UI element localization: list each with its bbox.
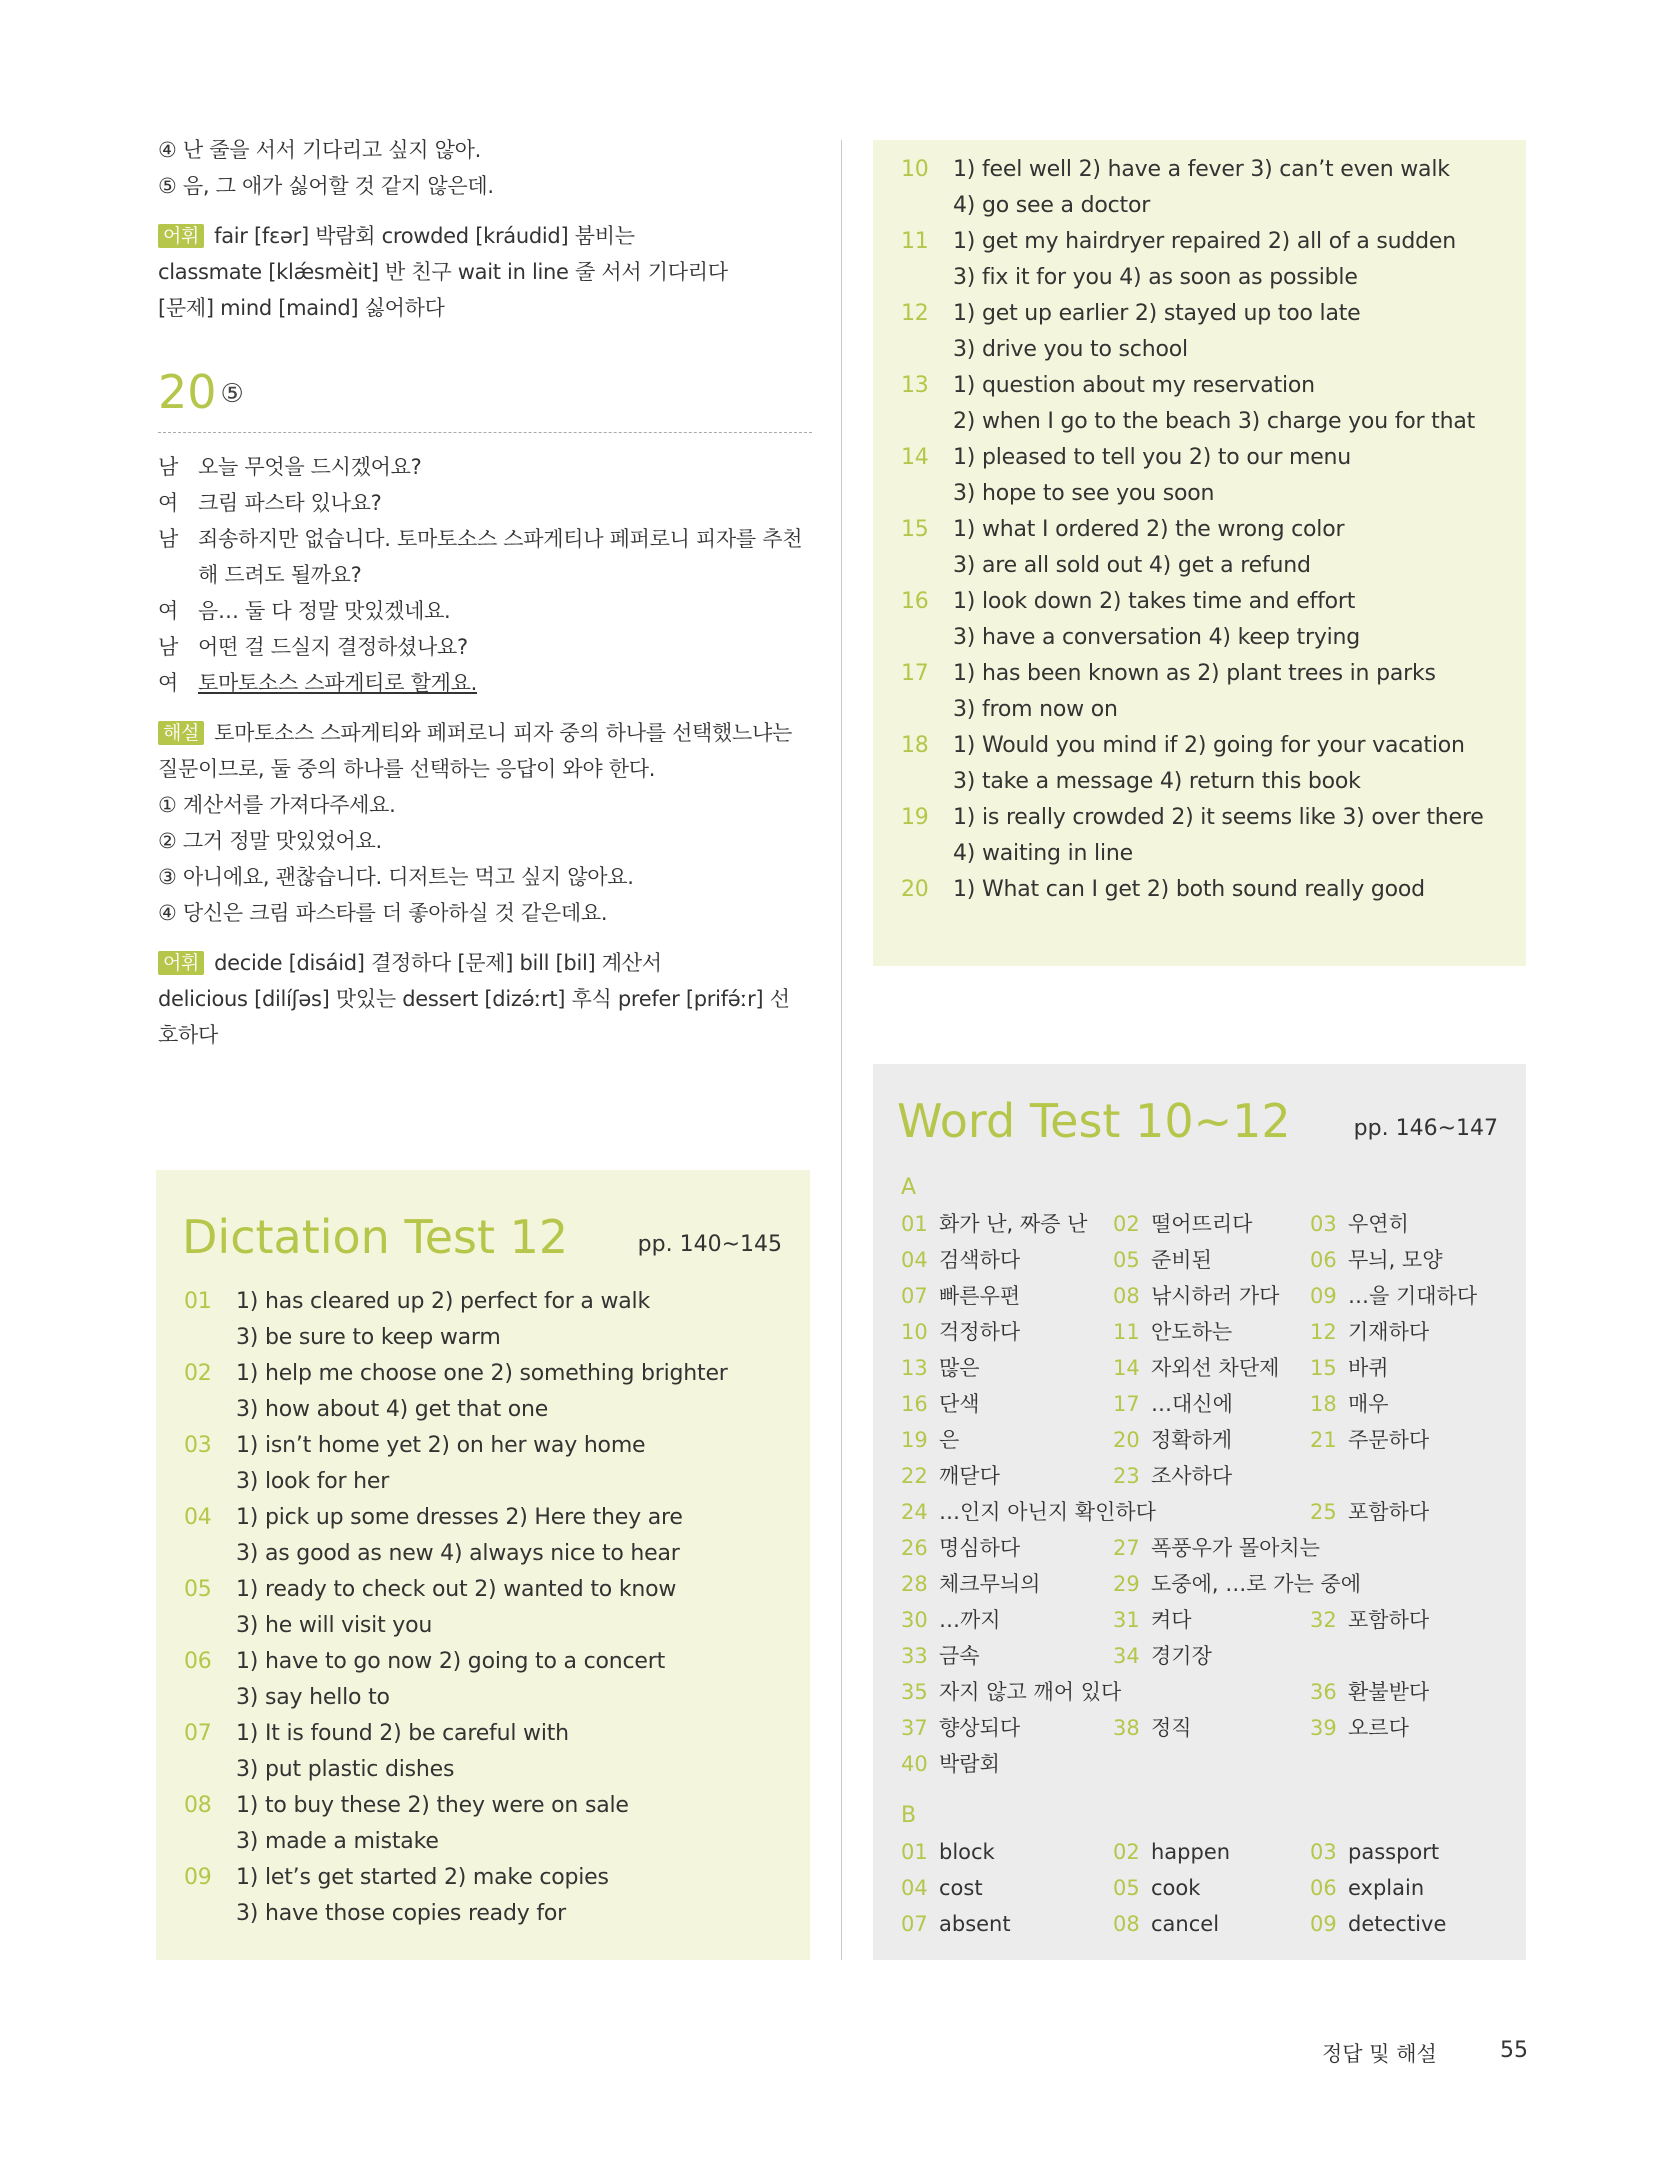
word-text: happen xyxy=(1151,1840,1231,1864)
word-number: 26 xyxy=(901,1536,928,1560)
word-number: 13 xyxy=(901,1356,928,1380)
word-item xyxy=(901,1422,1113,1458)
word-text: 화가 난, 짜증 난 xyxy=(939,1212,1088,1236)
word-item xyxy=(1113,1206,1310,1242)
word-number: 05 xyxy=(1113,1248,1140,1272)
word-number: 15 xyxy=(1310,1356,1337,1380)
word-text: 폭풍우가 몰아치는 xyxy=(1151,1536,1320,1560)
word-number: 21 xyxy=(1310,1428,1337,1452)
list-item: 20 1) What can I get 2) both sound really good xyxy=(901,877,1425,902)
word-item xyxy=(1310,1710,1530,1746)
word-text: 준비된 xyxy=(1151,1248,1212,1272)
dialogue-line: 여 음… 둘 다 정말 맛있겠네요. xyxy=(158,599,451,623)
word-text: 낚시하러 가다 xyxy=(1151,1284,1280,1308)
word-item xyxy=(901,1386,1113,1422)
word-text: 매우 xyxy=(1348,1392,1389,1416)
word-text: 명심하다 xyxy=(939,1536,1021,1560)
word-text: passport xyxy=(1348,1840,1440,1864)
list-item: 07 1) It is found 2) be careful with 3) put plastic dishes xyxy=(184,1721,569,1782)
word-item xyxy=(1113,1870,1310,1906)
word-text: 걱정하다 xyxy=(939,1320,1021,1344)
word-text: 환불받다 xyxy=(1348,1680,1430,1704)
word-text: 켜다 xyxy=(1151,1608,1192,1632)
word-grid-a xyxy=(901,1206,1530,1782)
word-item xyxy=(1113,1350,1310,1386)
explanation-line: 해설 토마토소스 스파게티와 페퍼로니 피자 중의 하나를 선택했느냐는 xyxy=(158,715,814,751)
vocab-line: 호하다 xyxy=(158,1023,218,1047)
explanation-line: 질문이므로, 둘 중의 하나를 선택하는 응답이 와야 한다. xyxy=(158,757,656,781)
word-item xyxy=(1310,1458,1530,1494)
word-item xyxy=(1310,1242,1530,1278)
word-number: 17 xyxy=(1113,1392,1140,1416)
word-number: 14 xyxy=(1113,1356,1140,1380)
word-text: 도중에, …로 가는 중에 xyxy=(1151,1572,1361,1596)
word-item xyxy=(1113,1278,1310,1314)
word-text: 떨어뜨리다 xyxy=(1151,1212,1253,1236)
word-number: 32 xyxy=(1310,1608,1337,1632)
word-number: 10 xyxy=(901,1320,928,1344)
word-number: 28 xyxy=(901,1572,928,1596)
word-number: 20 xyxy=(1113,1428,1140,1452)
word-number: 08 xyxy=(1113,1912,1140,1936)
word-text: 검색하다 xyxy=(939,1248,1021,1272)
word-item xyxy=(1310,1906,1530,1942)
vocab-line: 어휘 fair [fɛər] 박람회 crowded [kráudid] 붐비는 xyxy=(158,218,814,254)
list-item: 11 1) get my hairdryer repaired 2) all of a sudden 3) fix it for you 4) as soon as possible xyxy=(901,229,1457,290)
word-number: 01 xyxy=(901,1840,928,1864)
word-text: 정직 xyxy=(1151,1716,1192,1740)
footer-label: 정답 및 해설 xyxy=(1322,2042,1437,2066)
explanation-line: ③ 아니에요, 괜찮습니다. 디저트는 먹고 싶지 않아요. xyxy=(158,865,634,889)
list-item: 10 1) feel well 2) have a fever 3) can’t even walk 4) go see a doctor xyxy=(901,157,1450,218)
word-text: 단색 xyxy=(939,1392,980,1416)
word-text: 경기장 xyxy=(1151,1644,1212,1668)
word-number: 34 xyxy=(1113,1644,1140,1668)
word-number: 01 xyxy=(901,1212,928,1236)
list-item: 06 1) have to go now 2) going to a concert 3) say hello to xyxy=(184,1649,665,1710)
word-item xyxy=(1310,1386,1530,1422)
word-item xyxy=(1310,1278,1530,1314)
word-item xyxy=(901,1906,1113,1942)
word-number: 02 xyxy=(1113,1212,1140,1236)
word-text: explain xyxy=(1348,1876,1425,1900)
word-number: 27 xyxy=(1113,1536,1140,1560)
word-item xyxy=(901,1834,1113,1870)
word-item xyxy=(901,1278,1113,1314)
word-number: 33 xyxy=(901,1644,928,1668)
word-number: 03 xyxy=(1310,1212,1337,1236)
list-item: 15 1) what I ordered 2) the wrong color 3) are all sold out 4) get a refund xyxy=(901,517,1345,578)
word-number: 25 xyxy=(1310,1500,1337,1524)
word-item xyxy=(901,1494,1310,1530)
list-item: 03 1) isn’t home yet 2) on her way home 3) look for her xyxy=(184,1433,646,1494)
word-number: 03 xyxy=(1310,1840,1337,1864)
list-item: 17 1) has been known as 2) plant trees in parks 3) from now on xyxy=(901,661,1436,722)
section-title: Dictation Test 12 xyxy=(182,1210,569,1264)
word-number: 36 xyxy=(1310,1680,1337,1704)
word-text: 포함하다 xyxy=(1348,1608,1430,1632)
word-item xyxy=(901,1674,1310,1710)
dialogue-line: 남 어떤 걸 드실지 결정하셨나요? xyxy=(158,635,468,659)
word-number: 06 xyxy=(1310,1876,1337,1900)
word-item xyxy=(901,1314,1113,1350)
list-item: 08 1) to buy these 2) they were on sale 3) made a mistake xyxy=(184,1793,629,1854)
vocab-badge: 어휘 xyxy=(158,224,204,248)
word-section-b xyxy=(901,1798,1530,1942)
word-item xyxy=(1113,1710,1310,1746)
word-number: 30 xyxy=(901,1608,928,1632)
dictation-continued-box xyxy=(873,140,1526,966)
explanation-line: ① 계산서를 가져다주세요. xyxy=(158,793,396,817)
list-item: 04 1) pick up some dresses 2) Here they are 3) as good as new 4) always nice to hear xyxy=(184,1505,683,1566)
word-section-a xyxy=(901,1170,1530,1782)
word-number: 09 xyxy=(1310,1284,1337,1308)
word-item xyxy=(1113,1602,1310,1638)
list-item: 14 1) pleased to tell you 2) to our menu 3) hope to see you soon xyxy=(901,445,1352,506)
dialogue-line: 남 죄송하지만 없습니다. 토마토소스 스파게티나 페퍼로니 피자를 추천 xyxy=(158,527,803,551)
vocab-line: [문제] mind [maind] 싫어하다 xyxy=(158,296,445,320)
word-item xyxy=(1113,1242,1310,1278)
dictation-list xyxy=(901,152,1511,908)
word-item xyxy=(1113,1530,1530,1566)
word-item xyxy=(1310,1834,1530,1870)
word-number: 08 xyxy=(1113,1284,1140,1308)
word-text: cook xyxy=(1151,1876,1201,1900)
word-text: 빠른우편 xyxy=(939,1284,1021,1308)
word-text: cancel xyxy=(1151,1912,1220,1936)
word-item xyxy=(1113,1458,1310,1494)
list-item: 18 1) Would you mind if 2) going for your vacation 3) take a message 4) return this book xyxy=(901,733,1465,794)
word-text: 조사하다 xyxy=(1151,1464,1233,1488)
word-number: 05 xyxy=(1113,1876,1140,1900)
word-item xyxy=(901,1206,1113,1242)
word-item xyxy=(1113,1834,1310,1870)
word-text: 바퀴 xyxy=(1348,1356,1389,1380)
word-number: 22 xyxy=(901,1464,928,1488)
word-number: 06 xyxy=(1310,1248,1337,1272)
column-divider xyxy=(841,140,842,1960)
word-text: 많은 xyxy=(939,1356,980,1380)
list-item: 12 1) get up earlier 2) stayed up too late 3) drive you to school xyxy=(901,301,1361,362)
word-item xyxy=(901,1530,1113,1566)
word-grid-b xyxy=(901,1834,1530,1942)
word-text: absent xyxy=(939,1912,1011,1936)
word-item xyxy=(1310,1870,1530,1906)
question-number: 20 xyxy=(158,365,217,419)
word-item xyxy=(901,1710,1113,1746)
question-answer: ⑤ xyxy=(220,379,244,409)
word-item xyxy=(1310,1422,1530,1458)
vocab-line: delicious [dilíʃəs] 맛있는 dessert [dizə́ːrt] 후식 prefer [prifə́ːr] 선 xyxy=(158,987,790,1011)
explanation-line: ② 그거 정말 맛있었어요. xyxy=(158,829,382,853)
word-text: 기재하다 xyxy=(1348,1320,1430,1344)
word-text: 체크무늬의 xyxy=(939,1572,1041,1596)
word-text: 자지 않고 깨어 있다 xyxy=(939,1680,1122,1704)
word-item xyxy=(1310,1350,1530,1386)
word-item xyxy=(901,1350,1113,1386)
explanation-line: ④ 당신은 크림 파스타를 더 좋아하실 것 같은데요. xyxy=(158,901,608,925)
word-text: 깨닫다 xyxy=(939,1464,1000,1488)
list-item: 05 1) ready to check out 2) wanted to know 3) he will visit you xyxy=(184,1577,677,1638)
word-text: …을 기대하다 xyxy=(1348,1284,1478,1308)
word-number: 35 xyxy=(901,1680,928,1704)
word-text: …까지 xyxy=(939,1608,1001,1632)
word-text: 안도하는 xyxy=(1151,1320,1233,1344)
section-label: B xyxy=(901,1803,917,1828)
dialogue-line: 여 토마토소스 스파게티로 할게요. xyxy=(158,671,477,695)
word-text: 포함하다 xyxy=(1348,1500,1430,1524)
dialogue-line: 해 드려도 될까요? xyxy=(198,563,362,587)
word-number: 23 xyxy=(1113,1464,1140,1488)
question-heading xyxy=(158,362,814,424)
list-item: 16 1) look down 2) takes time and effort 3) have a conversation 4) keep trying xyxy=(901,589,1361,650)
list-item: 13 1) question about my reservation 2) when I go to the beach 3) charge you for that xyxy=(901,373,1476,434)
word-number: 11 xyxy=(1113,1320,1140,1344)
word-test-box xyxy=(873,1064,1526,1960)
word-text: …인지 아닌지 확인하다 xyxy=(939,1500,1156,1524)
word-number: 38 xyxy=(1113,1716,1140,1740)
word-item xyxy=(1310,1206,1530,1242)
word-number: 29 xyxy=(1113,1572,1140,1596)
word-item xyxy=(901,1566,1113,1602)
word-number: 18 xyxy=(1310,1392,1337,1416)
dictation-test-box xyxy=(156,1170,810,1960)
word-text: 오르다 xyxy=(1348,1716,1409,1740)
option-5: ⑤ 음, 그 애가 싫어할 것 같지 않은데. xyxy=(158,174,494,198)
word-text: 무늬, 모양 xyxy=(1348,1248,1443,1272)
word-number: 39 xyxy=(1310,1716,1337,1740)
dialogue-line: 남 오늘 무엇을 드시겠어요? xyxy=(158,455,422,479)
word-item xyxy=(901,1870,1113,1906)
vocab-line: classmate [klǽsmèit] 반 친구 wait in line 줄 서서 기다리다 xyxy=(158,260,728,284)
word-item xyxy=(1310,1314,1530,1350)
word-item xyxy=(901,1746,1113,1782)
word-number: 37 xyxy=(901,1716,928,1740)
list-item: 19 1) is really crowded 2) it seems like 3) over there 4) waiting in line xyxy=(901,805,1484,866)
word-text: 박람회 xyxy=(939,1752,1000,1776)
dictation-list xyxy=(184,1284,794,1932)
word-text: cost xyxy=(939,1876,983,1900)
word-number: 07 xyxy=(901,1912,928,1936)
word-item xyxy=(1310,1638,1530,1674)
word-item xyxy=(1113,1314,1310,1350)
word-text: 정확하게 xyxy=(1151,1428,1233,1452)
word-text: 은 xyxy=(939,1428,960,1452)
word-text: 우연히 xyxy=(1348,1212,1409,1236)
word-item xyxy=(1310,1602,1530,1638)
dialogue-line: 여 크림 파스타 있나요? xyxy=(158,491,382,515)
vocab-badge: 어휘 xyxy=(158,951,204,975)
word-item xyxy=(1113,1566,1530,1602)
word-text: block xyxy=(939,1840,995,1864)
word-item xyxy=(1310,1674,1530,1710)
word-number: 16 xyxy=(901,1392,928,1416)
word-text: 향상되다 xyxy=(939,1716,1021,1740)
list-item: 01 1) has cleared up 2) perfect for a walk 3) be sure to keep warm xyxy=(184,1289,650,1350)
word-item xyxy=(1113,1638,1310,1674)
left-column xyxy=(158,132,814,1053)
section-title: Word Test 10~12 xyxy=(897,1094,1291,1148)
dashed-divider xyxy=(158,432,812,433)
vocab-line: 어휘 decide [disáid] 결정하다 [문제] bill [bil] 계산서 xyxy=(158,945,814,981)
word-item xyxy=(901,1602,1113,1638)
word-item xyxy=(901,1242,1113,1278)
word-number: 24 xyxy=(901,1500,928,1524)
word-item xyxy=(901,1458,1113,1494)
word-item xyxy=(1310,1494,1530,1530)
list-item: 02 1) help me choose one 2) something brighter 3) how about 4) get that one xyxy=(184,1361,728,1422)
list-item: 09 1) let’s get started 2) make copies 3) have those copies ready for xyxy=(184,1865,609,1926)
word-text: 자외선 차단제 xyxy=(1151,1356,1280,1380)
section-label: A xyxy=(901,1175,917,1200)
word-number: 19 xyxy=(901,1428,928,1452)
word-number: 09 xyxy=(1310,1912,1337,1936)
word-number: 02 xyxy=(1113,1840,1140,1864)
word-number: 40 xyxy=(901,1752,928,1776)
word-number: 04 xyxy=(901,1876,928,1900)
page-range: pp. 146~147 xyxy=(1353,1116,1498,1141)
word-item xyxy=(1113,1906,1310,1942)
word-number: 31 xyxy=(1113,1608,1140,1632)
word-item xyxy=(901,1638,1113,1674)
word-number: 07 xyxy=(901,1284,928,1308)
option-4: ④ 난 줄을 서서 기다리고 싶지 않아. xyxy=(158,138,481,162)
word-item xyxy=(1113,1422,1310,1458)
word-text: …대신에 xyxy=(1151,1392,1233,1416)
word-text: detective xyxy=(1348,1912,1447,1936)
word-number: 04 xyxy=(901,1248,928,1272)
answer-underline: 토마토소스 스파게티로 할게요. xyxy=(198,671,477,695)
page-range: pp. 140~145 xyxy=(637,1232,782,1257)
word-text: 금속 xyxy=(939,1644,980,1668)
explanation-badge: 해설 xyxy=(158,721,204,745)
word-text: 주문하다 xyxy=(1348,1428,1430,1452)
word-item xyxy=(1113,1386,1310,1422)
word-number: 12 xyxy=(1310,1320,1337,1344)
page-number: 55 xyxy=(1500,2038,1528,2063)
